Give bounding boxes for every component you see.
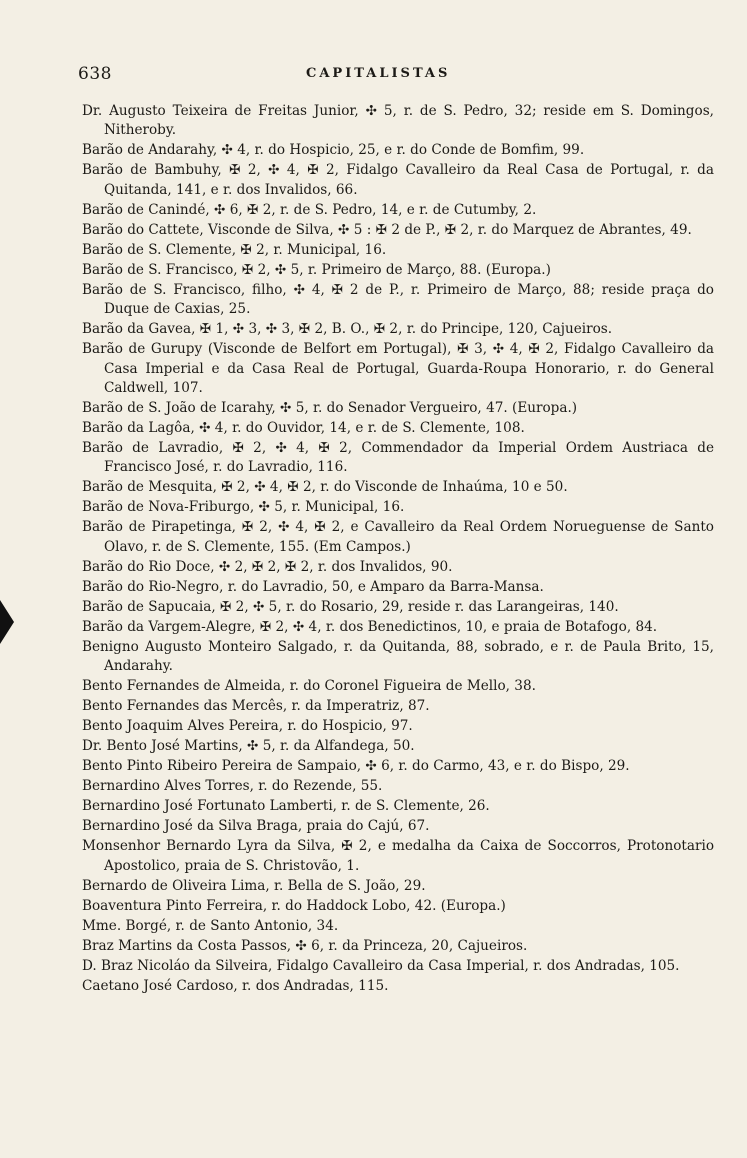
directory-entry: Barão de S. João de Icarahy, ✣ 5, r. do Senador Vergueiro, 47. (Europa.)	[82, 400, 578, 417]
directory-entry: Mme. Borgé, r. de Santo Antonio, 34.	[82, 917, 339, 934]
page-header	[78, 64, 678, 88]
binding-edge-mark	[0, 600, 14, 644]
directory-entry: Boaventura Pinto Ferreira, r. do Haddock Lobo, 42. (Europa.)	[82, 897, 506, 914]
directory-entry: Barão da Lagôa, ✣ 4, r. do Ouvidor, 14, e r. de S. Clemente, 108.	[82, 420, 525, 437]
page-number: 638	[78, 64, 112, 84]
directory-entry: Bento Fernandes de Almeida, r. do Coronel Figueira de Mello, 38.	[82, 678, 536, 695]
directory-entry: Bernardo de Oliveira Lima, r. Bella de S. João, 29.	[82, 877, 426, 894]
directory-entry: Bernardino José Fortunato Lamberti, r. de S. Clemente, 26.	[82, 798, 490, 815]
running-title: CAPITALISTAS	[306, 66, 451, 81]
directory-entry: Barão de Sapucaia, ✠ 2, ✣ 5, r. do Rosario, 29, reside r. das Larangeiras, 140.	[82, 598, 619, 615]
directory-entry: Barão da Vargem-Alegre, ✠ 2, ✣ 4, r. dos Benedictinos, 10, e praia de Botafogo, 84.	[82, 618, 658, 635]
directory-entry: Barão de Pirapetinga, ✠ 2, ✣ 4, ✠ 2, e Cavalleiro da Real Ordem Norueguense de Santo Olavo, r. de S. Clemente, 155. (Em Campos.)	[82, 519, 714, 555]
directory-entry: Dr. Augusto Teixeira de Freitas Junior, ✣ 5, r. de S. Pedro, 32; reside em S. Domingos, Nitheroby.	[82, 103, 714, 139]
directory-entry: Benigno Augusto Monteiro Salgado, r. da Quitanda, 88, sobrado, e r. de Paula Brito, 15, Andarahy.	[82, 638, 714, 675]
directory-entry: Barão de S. Francisco, filho, ✣ 4, ✠ 2 de P., r. Primeiro de Março, 88; reside praça do Duque de Caxias, 25.	[82, 281, 714, 318]
directory-entry: D. Braz Nicoláo da Silveira, Fidalgo Cavalleiro da Casa Imperial, r. dos Andradas, 105.	[82, 957, 680, 974]
directory-entry: Barão do Rio-Negro, r. do Lavradio, 50, e Amparo da Barra-Mansa.	[82, 578, 544, 595]
directory-entry: Bernardino José da Silva Braga, praia do Cajú, 67.	[82, 818, 430, 835]
directory-entry: Barão de Lavradio, ✠ 2, ✣ 4, ✠ 2, Commendador da Imperial Ordem Austriaca de Francisco José, r. do Lavradio, 116.	[82, 440, 714, 476]
directory-entry: Dr. Bento José Martins, ✣ 5, r. da Alfandega, 50.	[82, 738, 415, 755]
directory-entry: Barão de Gurupy (Visconde de Belfort em Portugal), ✠ 3, ✣ 4, ✠ 2, Fidalgo Cavalleiro da Casa Imperial e da Casa Real de Portugal, Guarda-Roupa Honorario, r. do General Caldwell, 107.	[82, 341, 714, 397]
directory-entry: Barão de S. Francisco, ✠ 2, ✣ 5, r. Primeiro de Março, 88. (Europa.)	[82, 261, 551, 278]
directory-entry: Bento Joaquim Alves Pereira, r. do Hospicio, 97.	[82, 718, 413, 735]
directory-entry: Barão de Nova-Friburgo, ✣ 5, r. Municipal, 16.	[82, 499, 405, 516]
directory-entry: Barão da Gavea, ✠ 1, ✣ 3, ✣ 3, ✠ 2, B. O., ✠ 2, r. do Principe, 120, Cajueiros.	[82, 321, 613, 338]
directory-entry: Caetano José Cardoso, r. dos Andradas, 115.	[82, 977, 389, 994]
directory-entry: Barão de Bambuhy, ✠ 2, ✣ 4, ✠ 2, Fidalgo Cavalleiro da Real Casa de Portugal, r. da Quitanda, 141, e r. dos Invalidos, 66.	[82, 162, 714, 198]
directory-entry: Barão do Rio Doce, ✣ 2, ✠ 2, ✠ 2, r. dos Invalidos, 90.	[82, 558, 453, 575]
directory-entry: Monsenhor Bernardo Lyra da Silva, ✠ 2, e medalha da Caixa de Soccorros, Protonotario Apostolico, praia de S. Christovão, 1.	[82, 838, 714, 874]
directory-entry: Braz Martins da Costa Passos, ✣ 6, r. da Princeza, 20, Cajueiros.	[82, 937, 528, 954]
directory-entry: Barão de Canindé, ✣ 6, ✠ 2, r. de S. Pedro, 14, e r. de Cutumby, 2.	[82, 201, 537, 218]
directory-entry: Barão do Cattete, Visconde de Silva, ✣ 5 : ✠ 2 de P., ✠ 2, r. do Marquez de Abrantes, 49.	[82, 221, 692, 238]
directory-entry: Bento Pinto Ribeiro Pereira de Sampaio, ✣ 6, r. do Carmo, 43, e r. do Bispo, 29.	[82, 758, 630, 775]
directory-entry: Barão de S. Clemente, ✠ 2, r. Municipal, 16.	[82, 241, 387, 258]
directory-entry: Barão de Andarahy, ✣ 4, r. do Hospicio, 25, e r. do Conde de Bomfim, 99.	[82, 142, 585, 159]
directory-entry: Bernardino Alves Torres, r. do Rezende, 55.	[82, 778, 383, 795]
directory-entry: Bento Fernandes das Mercês, r. da Imperatriz, 87.	[82, 698, 430, 715]
directory-entries	[82, 102, 714, 997]
directory-entry: Barão de Mesquita, ✠ 2, ✣ 4, ✠ 2, r. do Visconde de Inhaúma, 10 e 50.	[82, 479, 568, 496]
